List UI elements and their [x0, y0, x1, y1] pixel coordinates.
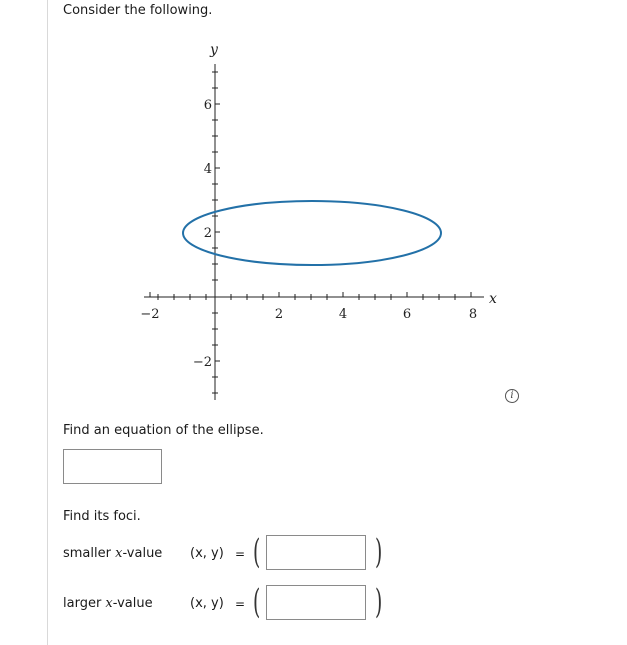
xy-pair-label: (x, y)	[190, 596, 224, 611]
x-tick-label: 8	[468, 307, 478, 322]
equals-sign: =	[235, 597, 246, 611]
ellipse-equation-input[interactable]	[63, 449, 162, 484]
open-paren: (	[252, 582, 261, 622]
y-tick-label: −2	[192, 355, 212, 370]
smaller-focus-input[interactable]	[266, 535, 366, 570]
equation-question: Find an equation of the ellipse.	[63, 423, 264, 438]
x-tick-label: 4	[338, 307, 348, 322]
smaller-x-value-label: smaller x-value	[63, 546, 163, 561]
open-paren: (	[252, 532, 261, 572]
ellipse-curve	[183, 201, 441, 265]
foci-question: Find its foci.	[63, 509, 141, 524]
problem-prompt: Consider the following.	[63, 3, 213, 18]
x-tick-label: −2	[140, 307, 160, 322]
info-icon[interactable]: i	[505, 389, 519, 403]
x-axis-label: x	[489, 291, 497, 307]
x-tick-label: 6	[402, 307, 412, 322]
close-paren: )	[374, 532, 383, 572]
y-tick-label: 6	[203, 98, 212, 113]
xy-pair-label: (x, y)	[190, 546, 224, 561]
larger-focus-input[interactable]	[266, 585, 366, 620]
equals-sign: =	[235, 547, 246, 561]
x-tick-label: 2	[274, 307, 284, 322]
y-tick-label: 4	[203, 162, 212, 177]
larger-x-value-label: larger x-value	[63, 596, 153, 611]
close-paren: )	[374, 582, 383, 622]
y-axis-label: y	[210, 42, 218, 58]
y-axis-major-ticks	[215, 104, 220, 361]
y-tick-label: 2	[203, 226, 212, 241]
